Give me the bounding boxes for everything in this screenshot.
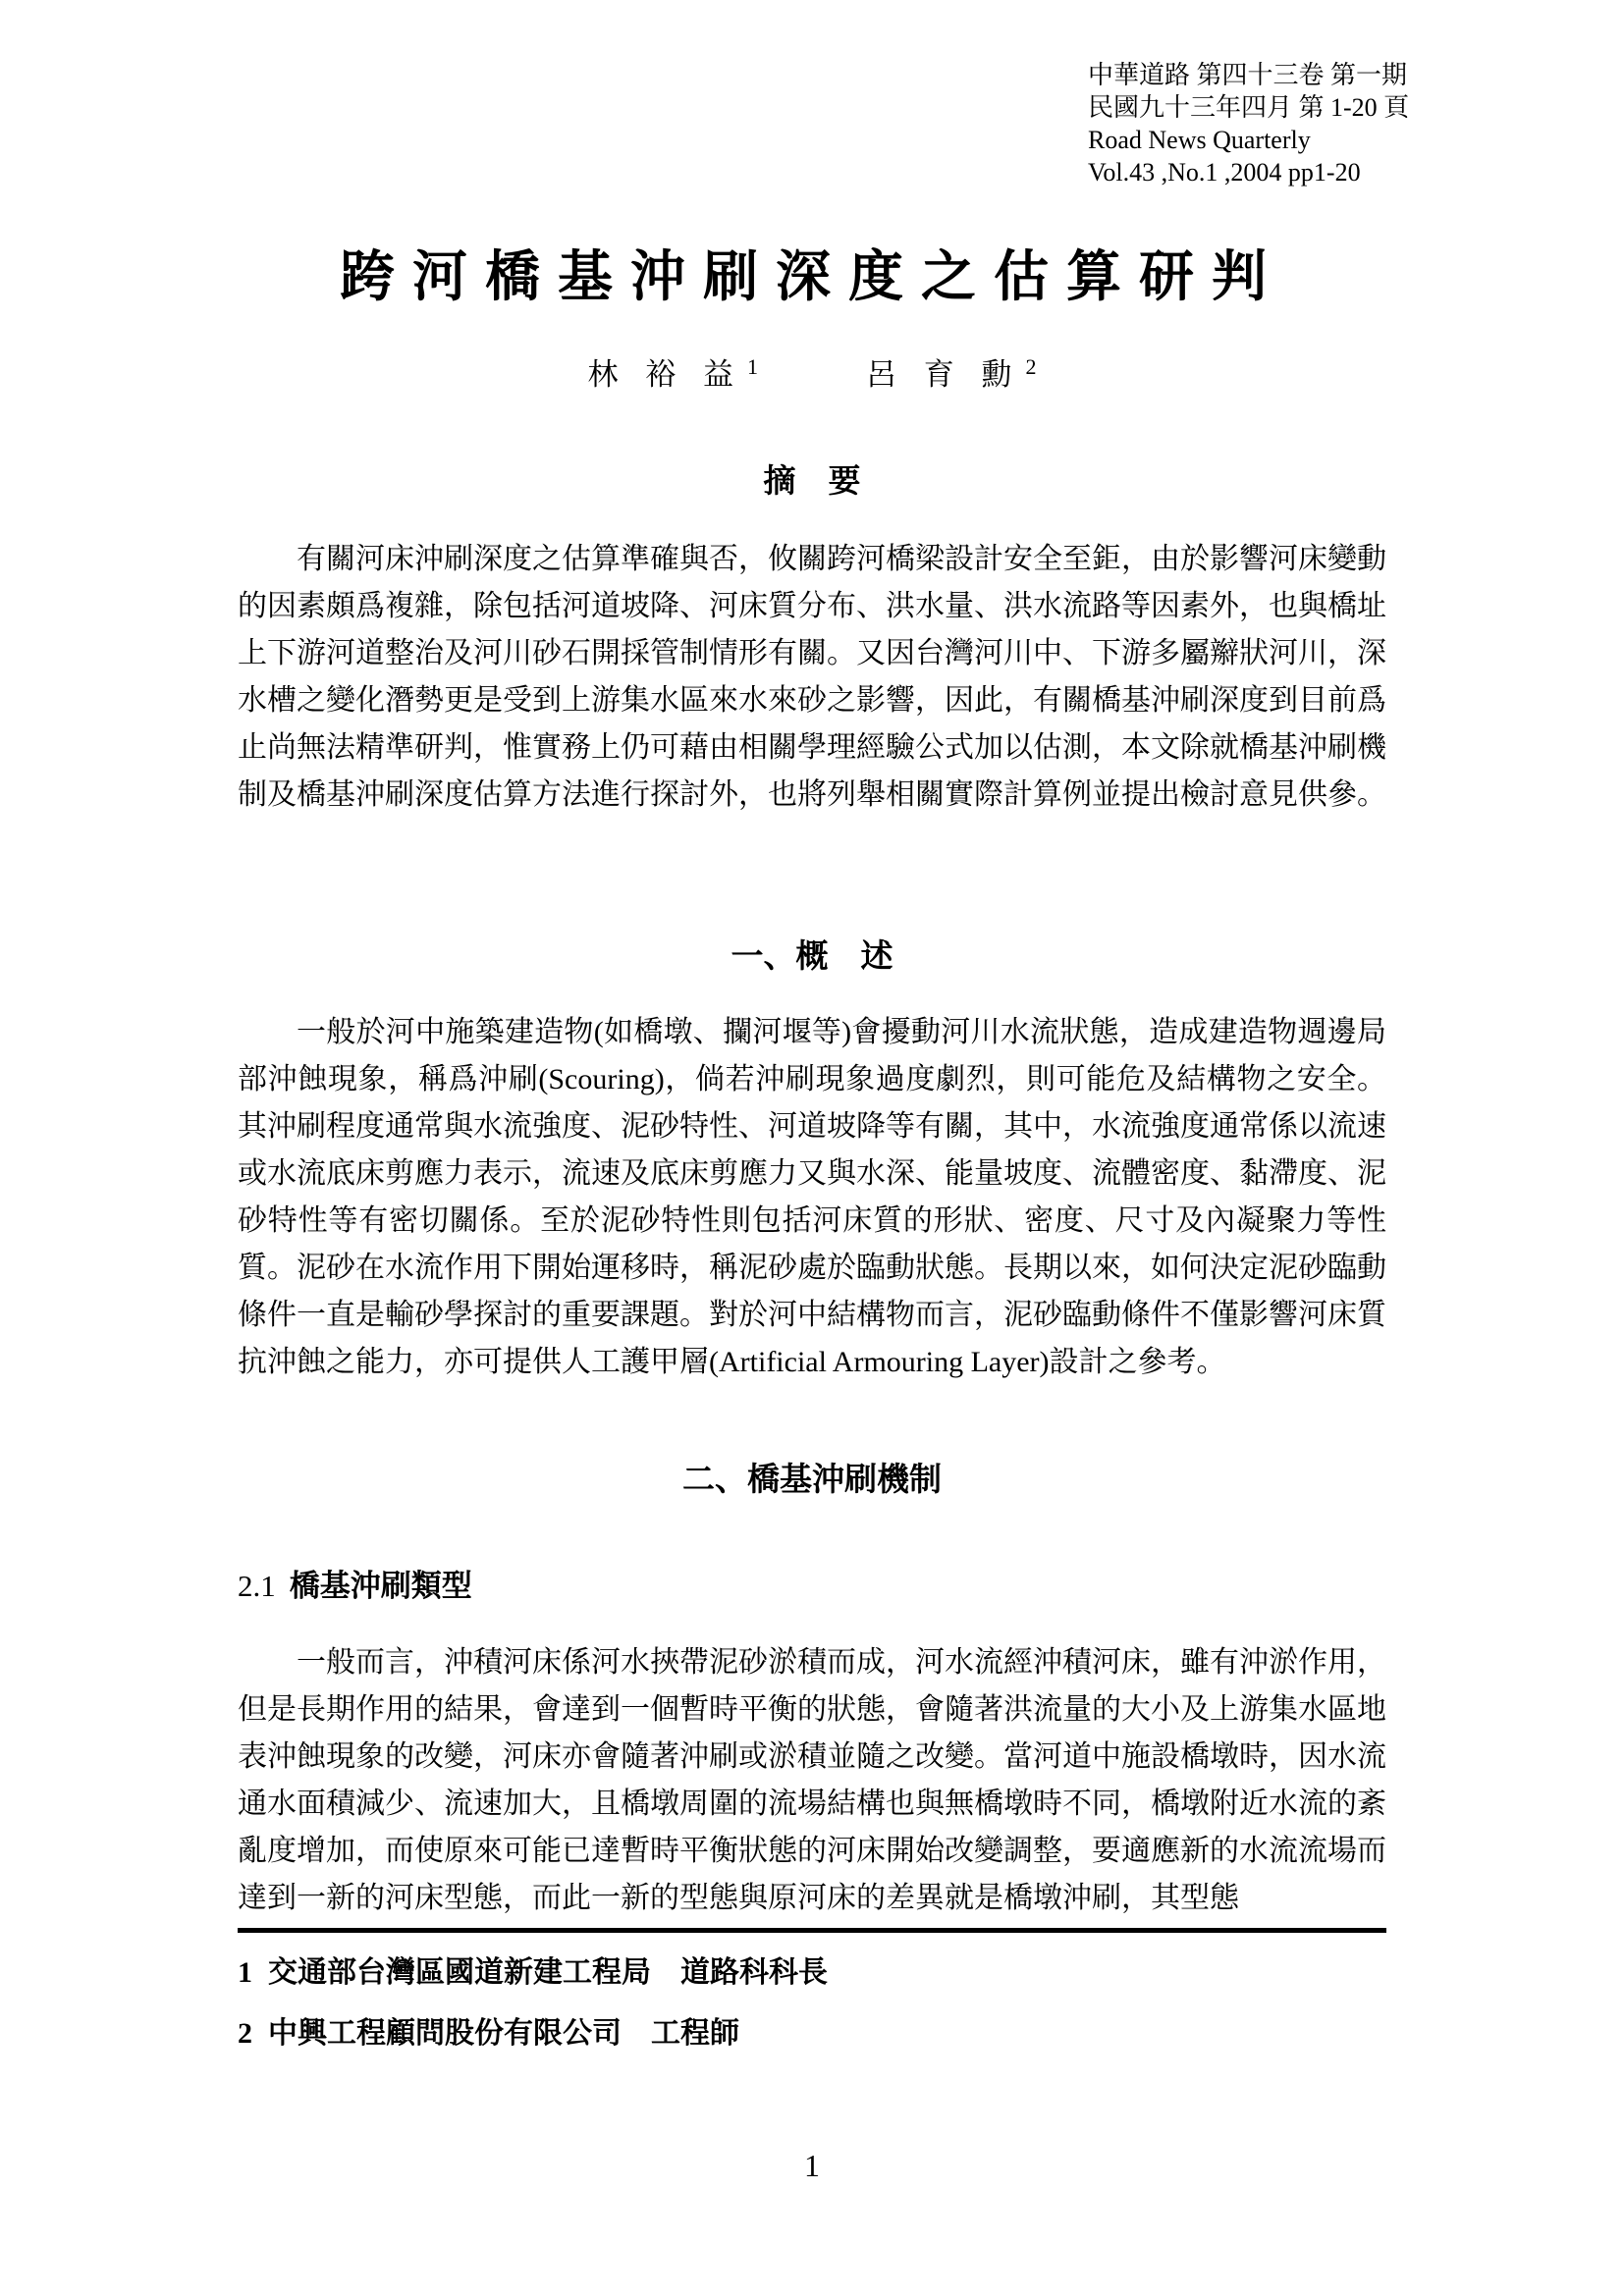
footnote-divider-rule <box>238 1928 1386 1933</box>
author-2-name: 呂 育 勳 <box>866 357 1022 392</box>
author-2-superscript: 2 <box>1025 353 1037 379</box>
section-2-heading: 二、橋基沖刷機制 <box>682 1461 942 1497</box>
journal-header-line-3: Road News Quarterly <box>1088 126 1311 154</box>
footnote-1-text: 交通部台灣區國道新建工程局 道路科科長 <box>268 1956 828 1989</box>
author-1-superscript: 1 <box>747 353 758 379</box>
author-1-name: 林 裕 益 <box>587 357 743 392</box>
footnote-2 <box>238 2008 1386 2052</box>
subsection-2-1-heading <box>238 1561 472 1605</box>
paper-title: 跨河橋基沖刷深度之估算研判 <box>340 247 1284 308</box>
authors-line <box>0 349 1624 394</box>
subsection-2-1-number: 2.1 <box>238 1569 276 1603</box>
footnote-1 <box>238 1948 1386 1991</box>
footnote-2-text: 中興工程顧問股份有限公司 工程師 <box>268 2017 739 2050</box>
page-number: 1 <box>804 2148 820 2183</box>
journal-header <box>1088 59 1441 188</box>
journal-header-line-2: 民國九十三年四月 第 1-20 頁 <box>1088 93 1410 122</box>
author-1 <box>587 353 759 392</box>
subsection-2-1-title: 橋基沖刷類型 <box>289 1569 472 1603</box>
section-1-paragraph: 一般於河中施築建造物(如橋墩、攔河堰等)會擾動河川水流狀態，造成建造物週邊局部沖蝕現象，稱爲沖刷(Scouring)，倘若沖刷現象過度劇烈，則可能危及結構物之安全。其沖刷程度通常與水流強度、泥砂特性、河道坡降等有關，其中，水流強度通常係以流速或水流底床剪應力表示，流速及底床剪應力又與水深、能量坡度、流體密度、黏滯度、泥砂特性等有密切關係。至於泥砂特性則包括河床質的形狀、密度、尺寸及內凝聚力等性質。泥砂在水流作用下開始運移時，稱泥砂處於臨動狀態。長期以來，如何決定泥砂臨動條件一直是輸砂學探討的重要課題。對於河中結構物而言，泥砂臨動條件不僅影響河床質抗沖蝕之能力，亦可提供人工護甲層(Artificial Armouring Layer)設計之參考。 <box>238 1016 1386 1378</box>
section-2-paragraph: 一般而言，沖積河床係河水挾帶泥砂淤積而成，河水流經沖積河床，雖有沖淤作用，但是長期作用的結果，會達到一個暫時平衡的狀態，會隨著洪流量的大小及上游集水區地表沖蝕現象的改變，河床亦會隨著沖刷或淤積並隨之改變。當河道中施設橋墩時，因水流通水面積減少、流速加大，且橋墩周圍的流場結構也與無橋墩時不同，橋墩附近水流的紊亂度增加，而使原來可能已達暫時平衡狀態的河床開始改變調整，要適應新的水流流場而達到一新的河床型態，而此一新的型態與原河床的差異就是橋墩沖刷，其型態 <box>238 1646 1386 1914</box>
footnote-1-marker: 1 <box>238 1956 252 1989</box>
journal-header-line-1: 中華道路 第四十三卷 第一期 <box>1088 61 1408 89</box>
abstract-heading: 摘 要 <box>763 462 861 499</box>
section-1-heading: 一、概 述 <box>731 937 893 974</box>
footnote-2-marker: 2 <box>238 2017 252 2050</box>
journal-header-line-4: Vol.43 ,No.1 ,2004 pp1-20 <box>1088 158 1361 187</box>
author-2 <box>866 353 1037 392</box>
abstract-paragraph: 有關河床沖刷深度之估算準確與否，攸關跨河橋梁設計安全至鉅，由於影響河床變動的因素頗爲複雜，除包括河道坡降、河床質分布、洪水量、洪水流路等因素外，也與橋址上下游河道整治及河川砂石開採管制情形有關。又因台灣河川中、下游多屬辮狀河川，深水槽之變化潛勢更是受到上游集水區來水來砂之影響，因此，有關橋基沖刷深度到目前爲止尚無法精準研判，惟實務上仍可藉由相關學理經驗公式加以估測，本文除就橋基沖刷機制及橋基沖刷深度估算方法進行探討外，也將列舉相關實際計算例並提出檢討意見供參。 <box>238 543 1386 811</box>
